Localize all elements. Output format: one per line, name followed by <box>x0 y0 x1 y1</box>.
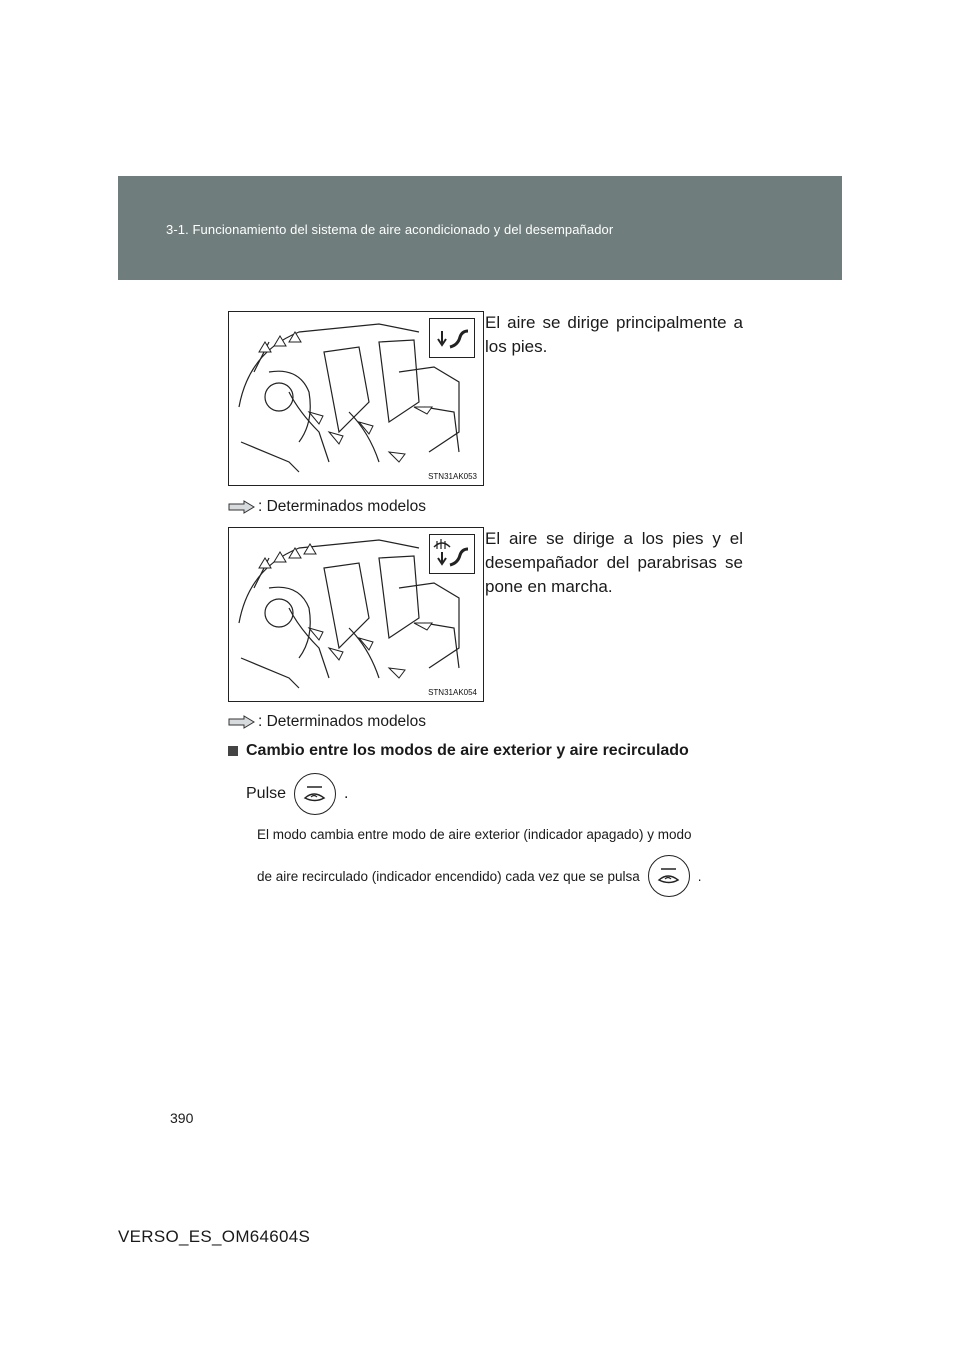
figure-description: El aire se dirige principalmente a los pies. <box>485 313 743 356</box>
model-note-text: : Determinados modelos <box>258 713 426 730</box>
header-band <box>118 176 842 280</box>
feet-mode-icon <box>429 318 475 358</box>
recirc-detail-line: El modo cambia entre modo de aire exterior (indicador apagado) y modo <box>257 827 692 842</box>
pulse-prefix: Pulse <box>246 785 287 802</box>
model-note-text: : Determinados modelos <box>258 498 426 515</box>
section-heading <box>228 742 689 760</box>
section-heading-text: Cambio entre los modos de aire exterior y aire recirculado <box>246 742 689 759</box>
section-title: 3-1. Funcionamiento del sistema de aire acondicionado y del desempañador <box>166 222 614 237</box>
model-note <box>228 497 426 517</box>
model-note <box>228 712 426 732</box>
figure-code: STN31AK053 <box>428 472 477 481</box>
pulse-instruction <box>246 771 348 817</box>
recirc-detail-text: de aire recirculado (indicador encendido) cada vez que se pulsa <box>257 868 640 884</box>
pulse-suffix: . <box>344 785 349 802</box>
page-number: 390 <box>170 1110 194 1126</box>
recirculation-button-icon <box>294 773 336 815</box>
feet-defrost-mode-icon <box>429 534 475 574</box>
arrow-marker-icon <box>228 715 256 729</box>
recirculation-button-icon <box>648 855 690 897</box>
arrow-marker-icon <box>228 500 256 514</box>
recirc-detail-line <box>257 855 747 897</box>
document-code: VERSO_ES_OM64604S <box>118 1227 311 1246</box>
recirc-detail-suffix: . <box>697 868 702 884</box>
figure-code: STN31AK054 <box>428 688 477 697</box>
square-bullet-icon <box>228 746 238 756</box>
figure-description: El aire se dirige a los pies y el desempañador del parabrisas se pone en marcha. <box>485 529 743 596</box>
car-airflow-illustration-feet-defrost <box>228 527 484 702</box>
car-airflow-illustration-feet <box>228 311 484 486</box>
